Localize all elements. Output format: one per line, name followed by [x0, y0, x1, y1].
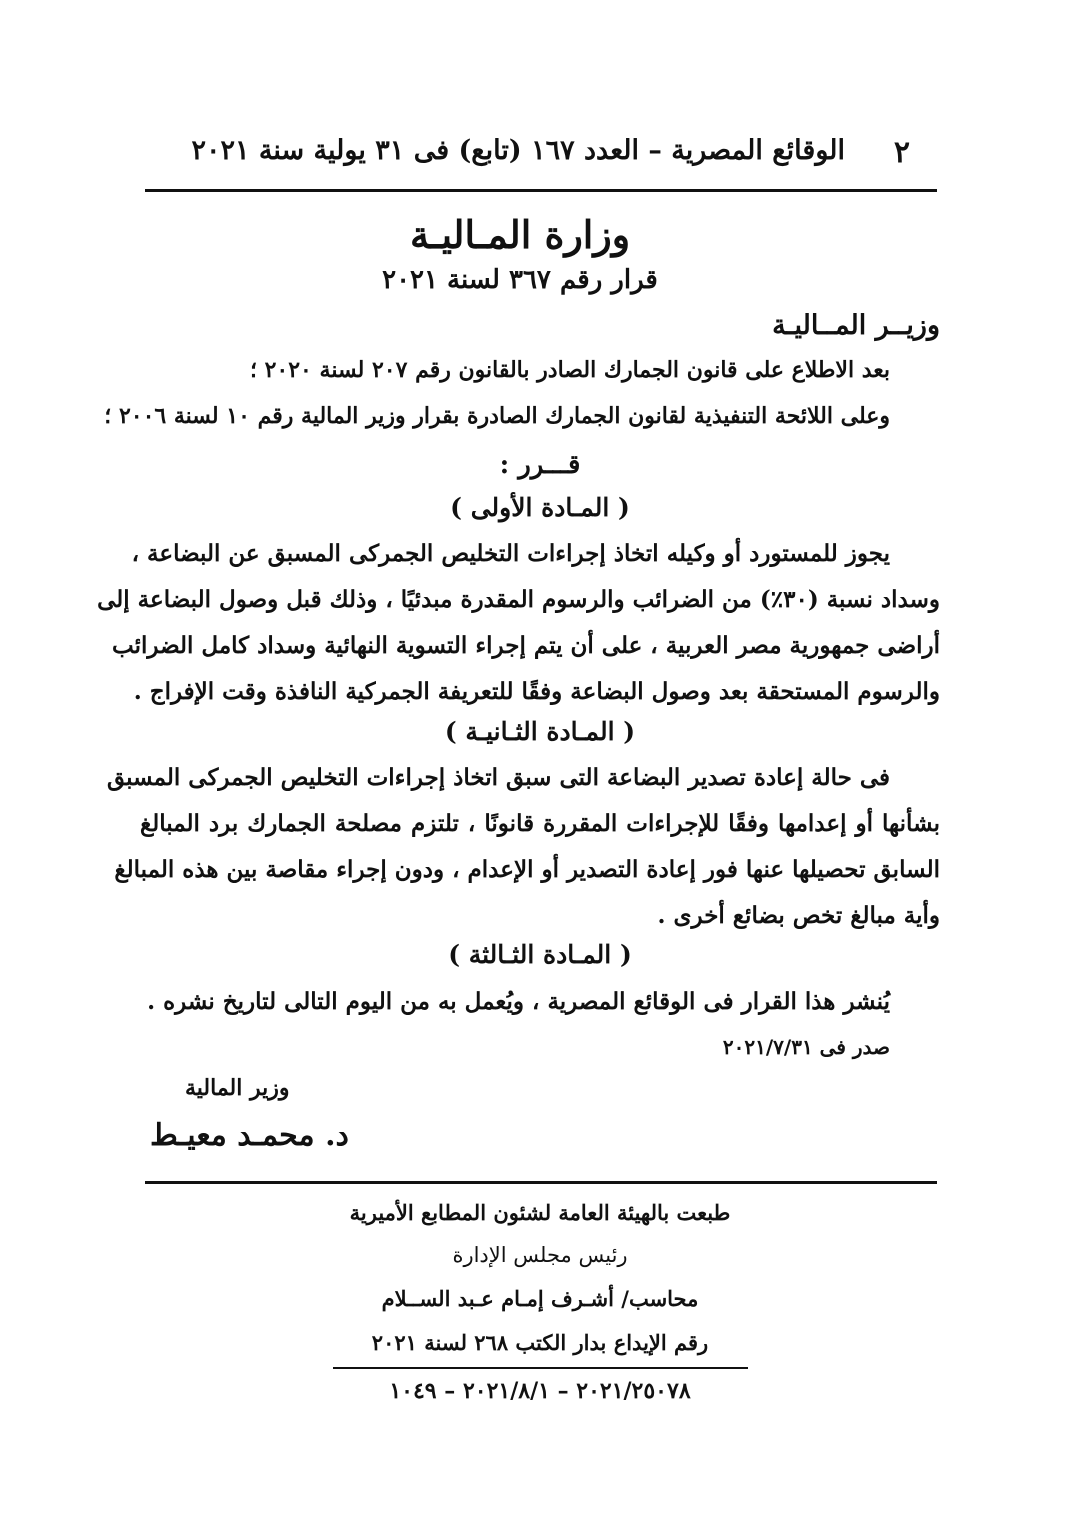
gazette-header: الوقائع المصرية – العدد ١٦٧ (تابع) فى ٣١ يولية سنة ٢٠٢١: [191, 135, 845, 166]
article-1-line: يجوز للمستورد أو وكيله اتخاذ إجراءات التخليص الجمركى المسبق عن البضاعة ،: [131, 540, 890, 567]
deposit-number: رقم الإيداع بدار الكتب ٢٦٨ لسنة ٢٠٢١: [371, 1330, 709, 1355]
preamble-line: وعلى اللائحة التنفيذية لقانون الجمارك الصادرة بقرار وزير المالية رقم ١٠ لسنة ٢٠٠٦ ؛: [104, 403, 890, 429]
print-code: ٢٠٢١/٢٥٠٧٨ – ٢٠٢١/٨/١ – ١٠٤٩: [389, 1378, 691, 1404]
article-1-line: أراضى جمهورية مصر العربية ، على أن يتم إجراء التسوية النهائية وسداد كامل الضرائب: [112, 632, 940, 659]
preamble-line: بعد الاطلاع على قانون الجمارك الصادر بالقانون رقم ٢٠٧ لسنة ٢٠٢٠ ؛: [249, 357, 890, 383]
footer-rule: [145, 1181, 937, 1184]
minister-heading: وزيــر المــاليـة: [772, 310, 940, 341]
decision-number: قرار رقم ٣٦٧ لسنة ٢٠٢١: [382, 265, 658, 295]
board-chair-name: محاسب/ أشـرف إمـام عـبد الســلام: [381, 1286, 699, 1311]
article-1-line: والرسوم المستحقة بعد وصول البضاعة وفقًا للتعريفة الجمركية النافذة وقت الإفراج .: [133, 678, 940, 705]
deposit-underline: [333, 1367, 748, 1369]
article-1-heading: ( المـادة الأولى ): [450, 493, 630, 522]
board-chair-title: رئيس مجلس الإدارة: [452, 1243, 628, 1267]
article-2-line: بشأنها أو إعدامها وفقًا للإجراءات المقررة قانونًا ، تلتزم مصلحة الجمارك برد المبالغ: [140, 810, 940, 837]
decided-heading: قـــرر :: [499, 450, 581, 480]
article-3-heading: ( المـادة الثـالثة ): [448, 940, 632, 969]
signatory-title: وزير المالية: [185, 1075, 290, 1101]
article-2-heading: ( المـادة الثـانيـة ): [444, 717, 636, 746]
article-2-line: فى حالة إعادة تصدير البضاعة التى سبق اتخاذ إجراءات التخليص الجمركى المسبق: [106, 764, 890, 791]
page-number: ٢: [893, 135, 910, 170]
issued-date: صدر فى ٢٠٢١/٧/٣١: [722, 1035, 890, 1059]
article-3-line: يُنشر هذا القرار فى الوقائع المصرية ، ويُعمل به من اليوم التالى لتاريخ نشره .: [147, 988, 890, 1015]
header-rule: [145, 189, 937, 192]
article-2-line: السابق تحصيلها عنها فور إعادة التصدير أو الإعدام ، ودون إجراء مقاصة بين هذه المبالغ: [114, 856, 940, 883]
signatory-name: د. محمـد معيـط: [150, 1118, 349, 1153]
article-1-line: وسداد نسبة (٣٠٪) من الضرائب والرسوم المقدرة مبدئيًا ، وذلك قبل وصول البضاعة إلى: [97, 586, 940, 613]
printer-credit: طبعت بالهيئة العامة لشئون المطابع الأميرية: [349, 1200, 731, 1225]
ministry-title: وزارة المـاليـة: [409, 212, 631, 257]
article-2-line: وأية مبالغ تخص بضائع أخرى .: [657, 902, 940, 929]
